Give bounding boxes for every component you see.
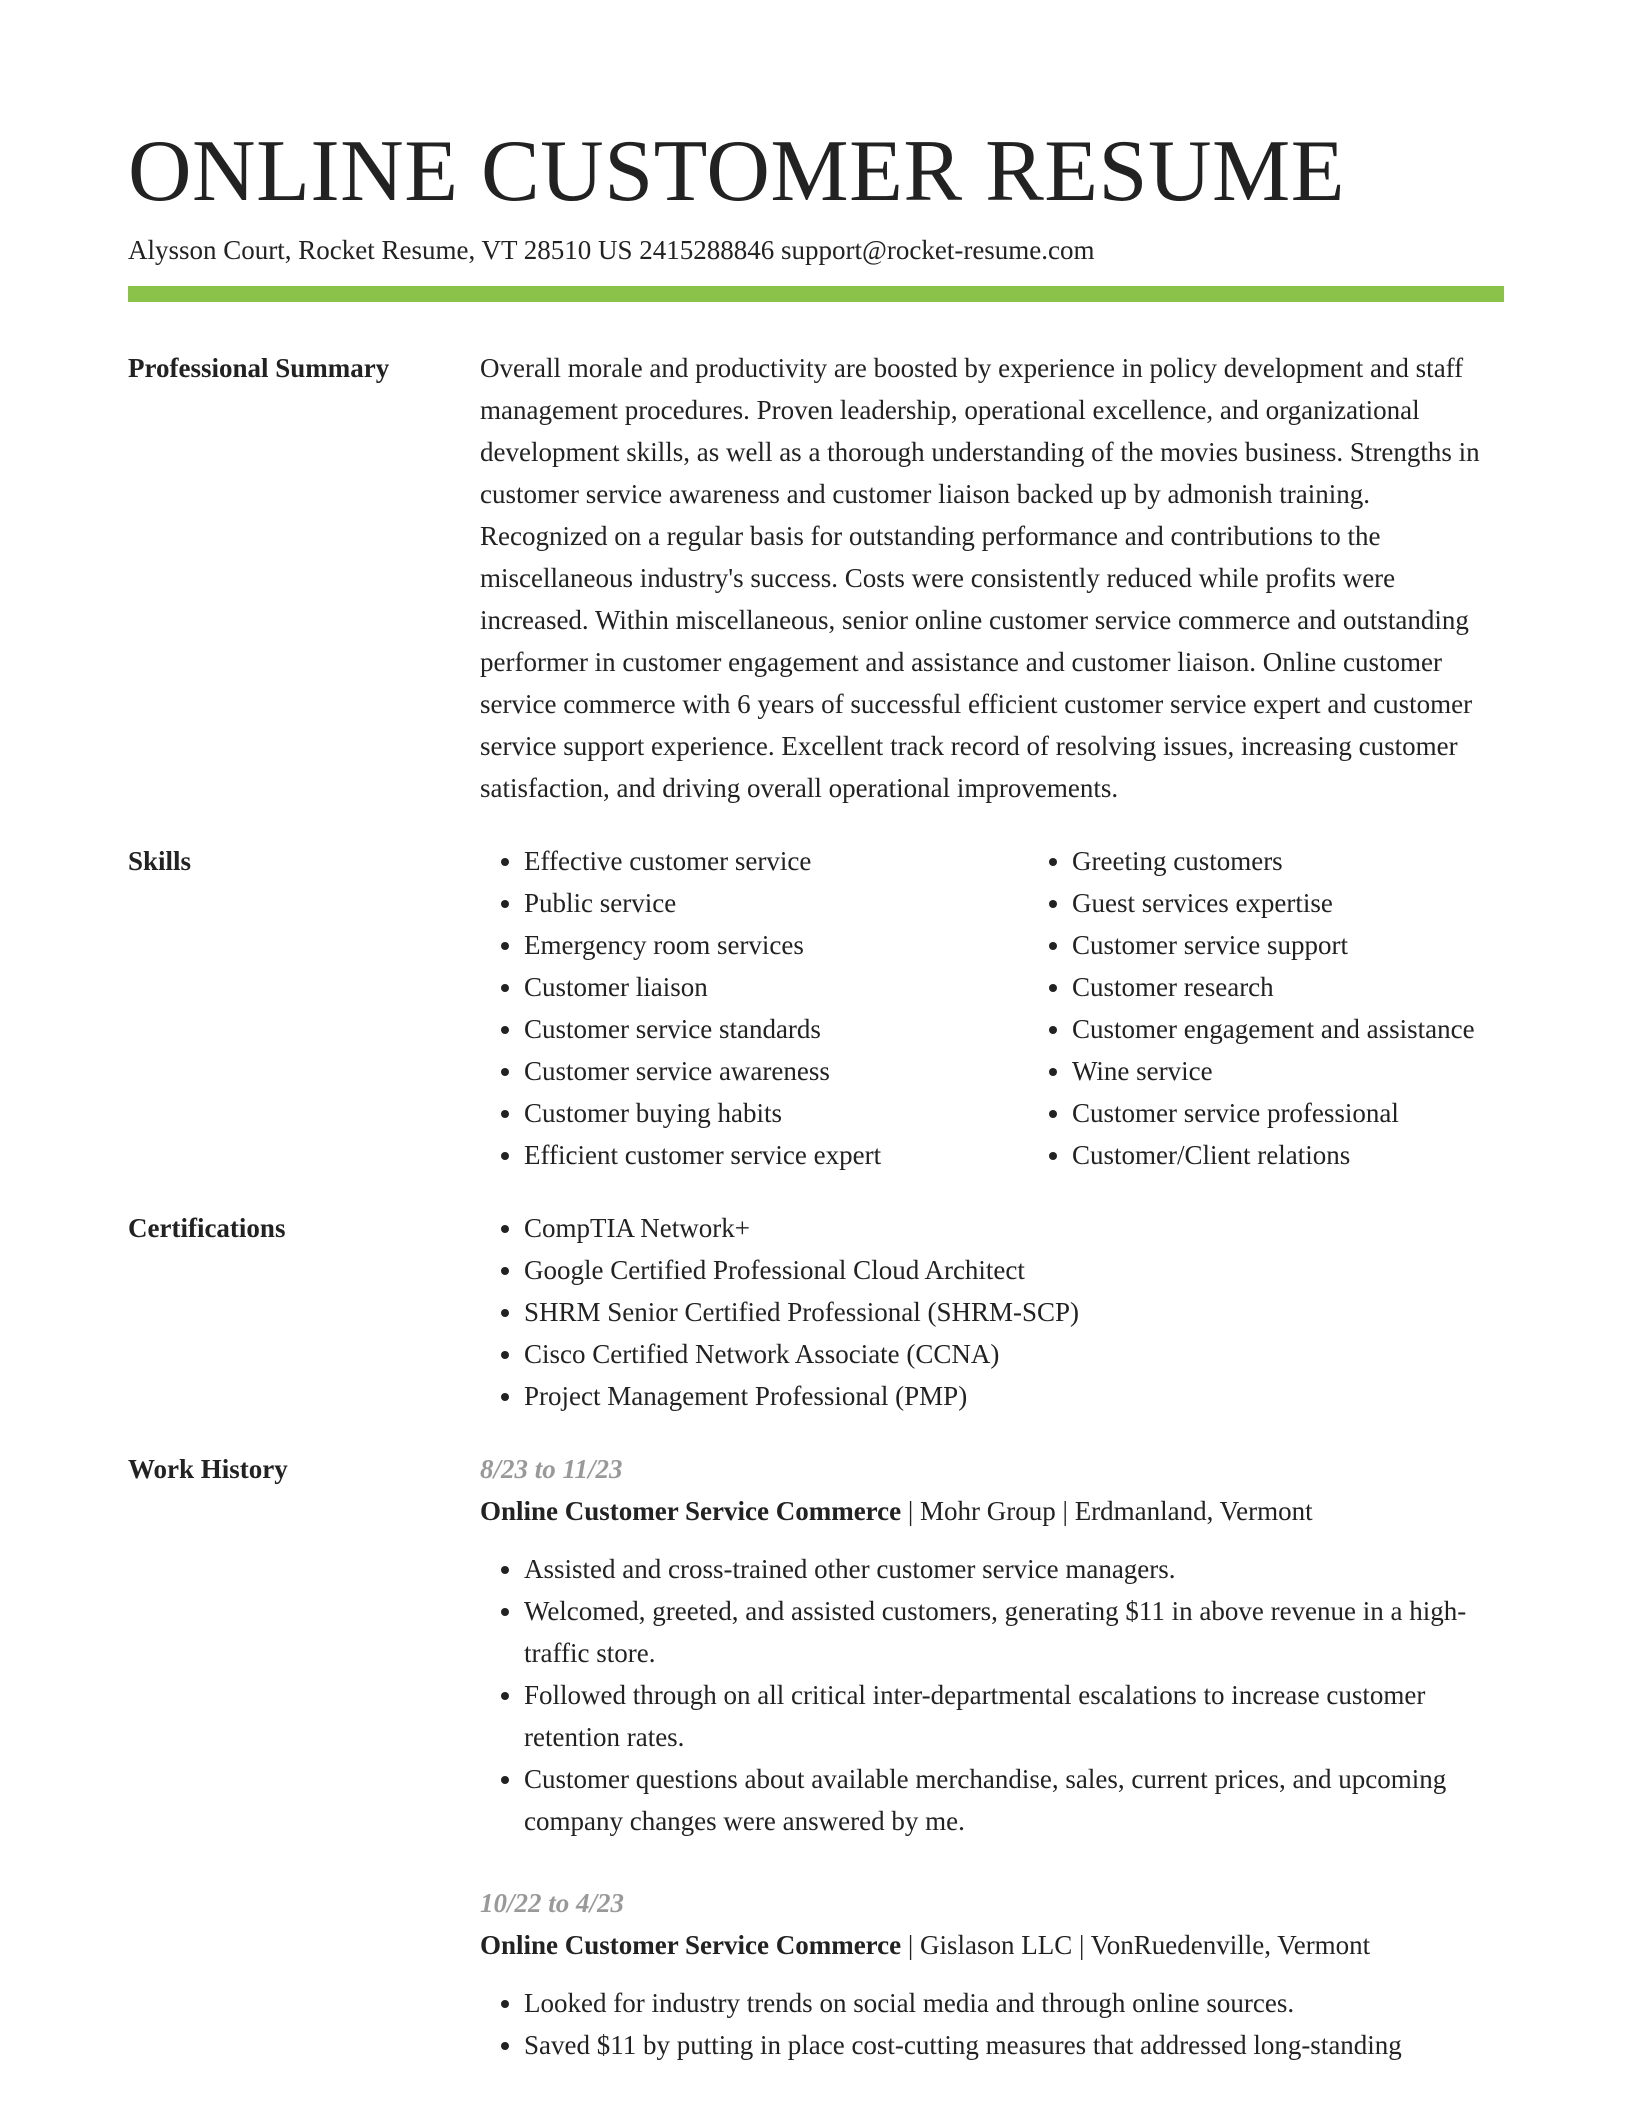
contact-line: Alysson Court, Rocket Resume, VT 28510 US 2415288846 support@rocket-resume.com bbox=[128, 235, 1095, 265]
job-dates: 10/22 to 4/23 bbox=[480, 1888, 625, 1918]
section-label-skills: Skills bbox=[128, 846, 192, 876]
skill-item: • Customer service awareness bbox=[524, 1050, 1028, 1092]
skill-item: • Guest services expertise bbox=[1072, 882, 1576, 924]
job-bullets bbox=[480, 1982, 1504, 2066]
certification-item: • Cisco Certified Network Associate (CCNA) bbox=[524, 1333, 1504, 1375]
job-company-location: | Mohr Group | Erdmanland, Vermont bbox=[901, 1496, 1313, 1526]
summary-body bbox=[480, 347, 1504, 809]
skill-item: • Public service bbox=[524, 882, 1028, 924]
skills-section bbox=[128, 840, 1504, 1176]
skill-item: • Customer service standards bbox=[524, 1008, 1028, 1050]
skills-list-left bbox=[480, 840, 1028, 1176]
skill-item: • Customer buying habits bbox=[524, 1092, 1028, 1134]
summary-text: Overall morale and productivity are boosted by experience in policy development and staff management procedures. Proven leadership, operational excellence, and organizational development skills, as well as a thorough understanding of the movies business. Strengths in customer service awareness and customer liaison backed up by admonish training. Recognized on a regular basis for outstanding performance and contributions to the miscellaneous industry's success. Costs were consistently reduced while profits were increased. Within miscellaneous, senior online customer service commerce and outstanding performer in customer engagement and assistance and customer liaison. Online customer service commerce with 6 years of successful efficient customer service expert and customer service support experience. Excellent track record of resolving issues, increasing customer satisfaction, and driving overall operational improvements. bbox=[480, 353, 1480, 803]
job-bullet: • Welcomed, greeted, and assisted customers, generating $11 in above revenue in a high-traffic store. bbox=[524, 1590, 1504, 1674]
job-bullet: • Saved $11 by putting in place cost-cutting measures that addressed long-standing bbox=[524, 2024, 1504, 2066]
job-heading bbox=[480, 1924, 1504, 1966]
skills-grid bbox=[480, 840, 1576, 1176]
skill-item: • Wine service bbox=[1072, 1050, 1576, 1092]
certification-item: • CompTIA Network+ bbox=[524, 1207, 1504, 1249]
skill-item: • Customer liaison bbox=[524, 966, 1028, 1008]
accent-divider bbox=[128, 286, 1504, 302]
certifications-list bbox=[480, 1207, 1504, 1417]
skill-item: • Customer service support bbox=[1072, 924, 1576, 966]
job-heading bbox=[480, 1490, 1504, 1532]
skill-item: • Customer engagement and assistance bbox=[1072, 1008, 1576, 1050]
certification-item: • SHRM Senior Certified Professional (SHRM-SCP) bbox=[524, 1291, 1504, 1333]
skill-item: • Greeting customers bbox=[1072, 840, 1576, 882]
job-bullets bbox=[480, 1548, 1504, 1842]
work-history-body bbox=[480, 1448, 1504, 2066]
job-dates: 8/23 to 11/23 bbox=[480, 1454, 623, 1484]
job-entry bbox=[480, 1448, 1504, 1842]
certifications-body bbox=[480, 1207, 1504, 1417]
job-title: Online Customer Service Commerce bbox=[480, 1496, 902, 1526]
certification-item: • Project Management Professional (PMP) bbox=[524, 1375, 1504, 1417]
section-label-certifications: Certifications bbox=[128, 1213, 286, 1243]
skill-item: • Emergency room services bbox=[524, 924, 1028, 966]
skill-item: • Efficient customer service expert bbox=[524, 1134, 1028, 1176]
job-bullet: • Looked for industry trends on social media and through online sources. bbox=[524, 1982, 1504, 2024]
resume-title: ONLINE CUSTOMER RESUME bbox=[128, 123, 1346, 220]
section-label-summary: Professional Summary bbox=[128, 353, 390, 383]
job-bullet: • Assisted and cross-trained other customer service managers. bbox=[524, 1548, 1504, 1590]
resume-page bbox=[128, 0, 1504, 2066]
job-bullet: • Followed through on all critical inter-departmental escalations to increase customer retention rates. bbox=[524, 1674, 1504, 1758]
job-title: Online Customer Service Commerce bbox=[480, 1930, 902, 1960]
skill-item: • Customer research bbox=[1072, 966, 1576, 1008]
certification-item: • Google Certified Professional Cloud Architect bbox=[524, 1249, 1504, 1291]
job-entry bbox=[480, 1882, 1504, 2066]
job-company-location: | Gislason LLC | VonRuedenville, Vermont bbox=[901, 1930, 1371, 1960]
skills-list-right bbox=[1028, 840, 1576, 1176]
skill-item: • Customer/Client relations bbox=[1072, 1134, 1576, 1176]
work-history-section bbox=[128, 1448, 1504, 2066]
summary-section bbox=[128, 347, 1504, 809]
job-bullet: • Customer questions about available merchandise, sales, current prices, and upcoming company changes were answered by me. bbox=[524, 1758, 1504, 1842]
skill-item: • Effective customer service bbox=[524, 840, 1028, 882]
skill-item: • Customer service professional bbox=[1072, 1092, 1576, 1134]
certifications-section bbox=[128, 1207, 1504, 1417]
section-label-work-history: Work History bbox=[128, 1454, 288, 1484]
